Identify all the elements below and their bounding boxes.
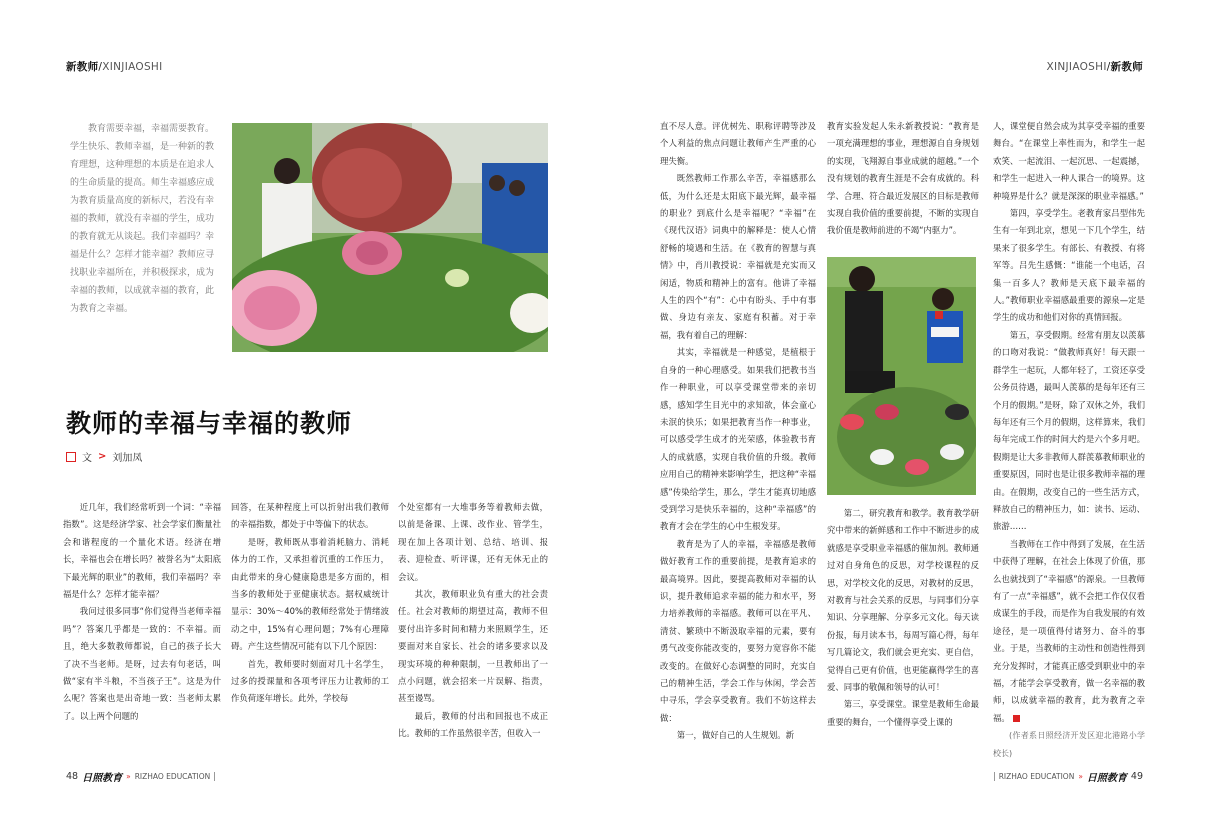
photo-illustration: [232, 123, 548, 352]
page-footer-left: [66, 769, 215, 784]
paragraph: 首先，教师要时刻面对几十名学生，过多的授课量和各项考评压力让教师的工作负荷逐年增长。此外，学校每: [231, 658, 389, 704]
journal-logo: 日照教育: [82, 773, 123, 784]
closing-paragraph: 当教师在工作中得到了发展，在生活中获得了理解，在社会上体现了价值，那么也就找到了“幸福感”的源泉。一旦教师有了一点“幸福感”，就不会把工作仅仅看成谋生的手段，而是作为自我发展的有效途径，是一项值得付诸努力、奋斗的事业。于是，当教师的主动性和创造性得到充分发挥时，才能真正感受到职业中的幸福，才能学会享受教育，做一名幸福的教师，以成就幸福的教育，此为教育之幸福。: [993, 538, 1145, 723]
column-5-bottom: [827, 505, 979, 731]
intro-text: 教育需要幸福，幸福需要教育。学生快乐、教师幸福，是一种新的教育理想，这种理想的本质是在追求人的生命质量的提高。师生幸福感应成为教育质量高度的新标尺，若没有幸福的教师，就没有幸福的学生，成功的教育就无从谈起。我们幸福吗？幸福是什么？怎样才能幸福？教师应寻找职业幸福所在，并积极探求，成为幸福的教师，以成就幸福的教育，此为教育之幸福。: [70, 124, 215, 314]
photo-illustration: [827, 257, 976, 495]
paragraph: 最后，教师的付出和回报也不成正比。教师的工作虽然很辛苦，但收入一: [398, 710, 548, 739]
author-note: (作者系日照经济开发区迎北港路小学校长): [993, 731, 1145, 758]
magazine-brand-en: XINJIAOSHI: [102, 61, 163, 73]
paragraph: 个处室都有一大堆事务等着教师去做，以前是备课、上课、改作业、管学生，现在加上各项计划、总结、培训、报表、迎检查、听评课，还有无休无止的会议。: [398, 502, 548, 582]
article-title: 教师的幸福与幸福的教师: [66, 409, 353, 438]
double-arrow-icon: »: [126, 772, 131, 781]
paragraph: 既然教师工作那么辛苦，幸福感那么低，为什么还是太阳底下最光辉，最幸福的职业？到底什么是幸福呢？“幸福”在《现代汉语》词典中的解释是：使人心情舒畅的境遇和生活。在《教育的智慧与真情》中，肖川教授说：幸福就是充实而又闲适，物质和精神上的富有。他讲了幸福人生的四个“有”：心中有盼头、手中有事做、身边有亲友、家庭有积蓄。对于幸福，我有着自己的理解：: [660, 173, 816, 340]
page-header-left: 新教师/XINJIAOSHI: [66, 61, 163, 73]
column-3: [398, 499, 548, 743]
square-icon: [66, 452, 76, 462]
paragraph: [993, 536, 1145, 727]
journal-logo: 日照教育: [1086, 773, 1127, 784]
paragraph: 教育实验发起人朱永新教授说：“教育是一项充满理想的事业，理想源自自身规划的实现，飞翔源自事业成就的超越。”一个没有规划的教育生涯是不会有成就的。科学、合理、符合最近发展区的目标是教师实现自我价值的重要前提，不断的实现自我价值是教师前进的不竭“内驱力”。: [827, 121, 979, 236]
column-1: [63, 499, 221, 725]
page-number: 48: [66, 771, 79, 782]
peony-students-photo: [232, 123, 548, 352]
paragraph: 直不尽人意。评优树先、职称评聘等涉及个人利益的焦点问题让教师产生严重的心理失衡。: [660, 121, 816, 166]
paragraph: 近几年，我们经常听到一个词：“幸福指数”。这是经济学家、社会学家们衡量社会和谐程度的一个量化术语。经济在增长，幸福也会在增长吗？被誉名为“太阳底下最光辉的职业”的教师，我们幸福吗？幸福是什么？怎样才能幸福？: [63, 502, 221, 600]
double-arrow-icon: »: [1078, 772, 1083, 781]
paragraph: 教育是为了人的幸福，幸福感是教师做好教育工作的重要前提，是教育追求的最高境界。因此，要提高教师对幸福的认识，提升教师追求幸福的能力和水平，努力培养教师的幸福感。教师可以在平凡、清贫、繁琐中不断汲取幸福的元素，要有勇气改变你能改变的，要努力宽容你不能改变的。在做好心态调整的同时，充实自己的精神生活，学会工作与休闲，学会苦中寻乐，学会享受教育。我们不妨这样去做：: [660, 538, 816, 723]
byline-label: 文: [82, 453, 92, 464]
paragraph: 第一，做好自己的人生规划。新: [676, 730, 795, 741]
paragraph: 回答，在某种程度上可以折射出我们教师的幸福指数，都处于中等偏下的状态。: [231, 502, 389, 530]
page-footer-right: [994, 769, 1143, 784]
column-2: [231, 499, 389, 708]
paragraph: 第二，研究教育和教学。教育教学研究中带来的新鲜感和工作中不断进步的成就感是享受职业幸福感的催加剂。教师通过对自身角色的反思，对学校课程的反思，对学校文化的反思，对教材的反思，对教育与社会关系的反思，与同事们分享知识、分享理解、分享多元文化。每天读份报，每月读本书，每周写篇心得，每年写几篇论文，我们就会更充实、更自信，觉得自己更有价值，也更能赢得学生的喜爱、同事的敬佩和领导的认可！: [827, 508, 979, 693]
column-4: [660, 118, 816, 745]
page-number: 49: [1130, 771, 1143, 782]
paragraph: 第四，享受学生。老教育家吕型伟先生有一年到北京，想见一下几个学生，结果来了很多学生。有部长、有教授、有将军等。吕先生感慨：“谁能一个电话，召集一百多人？教师是天底下最幸福的人。”教师职业幸福感最重要的源泉—定是学生的成功和他们对你的真情回报。: [993, 208, 1145, 323]
page-header-right: XINJIAOSHI/新教师: [1046, 61, 1143, 73]
journal-name-en: RIZHAO EDUCATION: [998, 772, 1075, 781]
paragraph: 第三，享受课堂。课堂是教师生命最重要的舞台，一个懂得享受上课的: [827, 699, 979, 727]
students-sitting-photo: [827, 257, 976, 495]
paragraph: 其次，教师职业负有重大的社会责任。社会对教师的期望过高，教师不但要付出许多时间和精力来照顾学生，还要面对来自家长、社会的诸多要求以及现实环境的种种限制，一旦教师出了一点小问题，就会招来一片误解、指责，甚至谩骂。: [398, 589, 548, 704]
divider: [214, 772, 215, 781]
paragraph: 人，课堂便自然会成为其享受幸福的重要舞台。“在课堂上率性而为，和学生一起欢笑、一起流泪、一起沉思、一起震撼，和学生一起进入一种人课合一的境界。这种境界是什么？就是深深的职业幸福感。”: [993, 121, 1145, 201]
paragraph: 第五，享受假期。经常有朋友以羡慕的口吻对我说：“做教师真好！每天跟一群学生一起玩，人都年轻了，工资还享受公务员待遇，最叫人羡慕的是每年还有三个月的假期。”是呀，除了双休之外，我们每年还有三个月的假期，这样算来，我们每年完成工作的时间大约是六个多月吧。假期是让大多非教师人群羡慕教师职业的重要原因，同时也是让很多教师幸福的理由。在假期，改变自己的一些生活方式，释放自己的精神压力，如：读书、运动、旅游……: [993, 329, 1145, 532]
magazine-brand-en: XINJIAOSHI: [1046, 61, 1107, 73]
magazine-brand: 新教师: [1110, 61, 1143, 73]
paragraph: 我问过很多同事“你们觉得当老师幸福吗”？答案几乎都是一致的：不幸福。而且，绝大多数教师都说，自己的孩子长大了决不当老师。是呀，过去有句老话，叫做“家有半斗粮，不当孩子王”。这是为什么呢？答案也是出奇地一致：当老师太累了。以上两个问题的: [63, 606, 221, 721]
column-5-top: [827, 118, 979, 240]
byline-arrow: >: [98, 451, 107, 462]
column-6: [993, 118, 1145, 762]
end-mark-icon: [1013, 715, 1020, 722]
paragraph: 是呀，教师既从事着消耗脑力、消耗体力的工作，又承担着沉重的工作压力，由此带来的身心健康隐患是多方面的，相当多的教师处于亚健康状态。据权威统计显示：30%～40%的教师经常处于情绪波动之中，15%有心理问题；7%有心理障碍。产生这些情况可能有以下几个原因：: [231, 536, 389, 652]
byline: [66, 449, 142, 464]
author-name: 刘加凤: [112, 453, 143, 464]
divider: [994, 772, 995, 781]
magazine-brand: 新教师: [66, 61, 99, 73]
journal-name-en: RIZHAO EDUCATION: [134, 772, 211, 781]
paragraph: 其实，幸福就是一种感觉，是植根于自身的一种心理感受。如果我们把教书当作一种职业，可以享受课堂带来的亲切感，感知学生目光中的求知欲，体会童心未泯的快乐；如果把教育当作一种事业，可以感受学生成才的光荣感，体验教书育人的成就感，实现自我价值的升级。教师应用自己的精神来影响学生，把这种“幸福感”传染给学生，那么，学生才能真切地感受到学习是快乐幸福的，这种“幸福感”的教育才会在学生的心中生根发芽。: [660, 347, 816, 532]
